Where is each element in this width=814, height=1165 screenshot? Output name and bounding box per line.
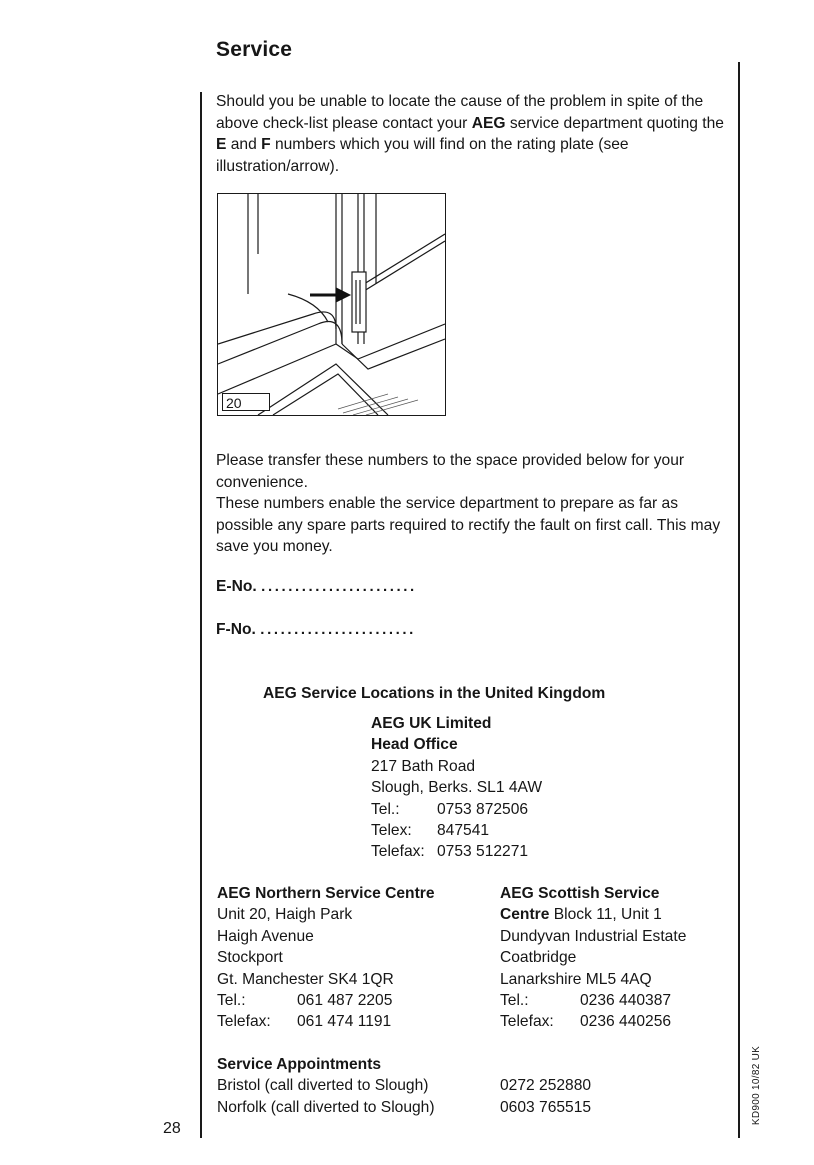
intro-text: Should you be unable to locate the cause of the problem in spite of the above check-list please contact your [216, 93, 704, 132]
northern-line-4: Gt. Manchester SK4 1QR [217, 970, 394, 988]
f-number-field[interactable] [216, 621, 416, 639]
telex-label: Telex: [371, 822, 412, 840]
intro-text: and [226, 136, 262, 154]
northern-tel: 061 487 2205 [297, 992, 393, 1010]
scottish-tel: 0236 440387 [580, 992, 672, 1010]
appointments-title: Service Appointments [217, 1056, 382, 1073]
left-margin-rule [200, 92, 202, 1138]
norfolk-tel: 0603 765515 [500, 1098, 592, 1116]
right-margin-rule [738, 62, 740, 1138]
scottish-centre-name-2: Centre [500, 906, 550, 924]
northern-centre-address [217, 883, 435, 1033]
scottish-line-4: Lanarkshire ML5 4AQ [500, 970, 652, 988]
transfer-paragraph [216, 450, 728, 558]
head-office-street: 217 Bath Road [371, 757, 476, 775]
northern-line-1: Unit 20, Haigh Park [217, 906, 353, 924]
fax-label: Telefax: [371, 843, 425, 861]
brand-name: AEG [471, 114, 506, 132]
tel-label: Tel.: [371, 800, 400, 818]
northern-fax: 061 474 1191 [297, 1013, 392, 1031]
head-office-tel: 0753 872506 [437, 800, 529, 818]
document-code-text: KD900 10/82 UK [751, 1045, 763, 1126]
e-number-label: E-No. [216, 578, 257, 595]
intro-paragraph [216, 91, 728, 177]
tel-label: Tel.: [217, 992, 246, 1010]
page-number: 28 [163, 1120, 181, 1137]
intro-text: service department quoting the [505, 114, 724, 132]
rating-plate-arrow-icon [218, 194, 445, 415]
northern-line-3: Stockport [217, 949, 283, 967]
e-number-field[interactable] [216, 578, 417, 596]
fax-label: Telefax: [500, 1013, 554, 1031]
f-letter: F [261, 136, 271, 154]
e-letter: E [216, 136, 227, 154]
e-number-blank: ....................... [261, 578, 417, 595]
head-office-city: Slough, Berks. SL1 4AW [371, 779, 543, 797]
bristol-label: Bristol (call diverted to Slough) [217, 1077, 429, 1095]
northern-line-2: Haigh Avenue [217, 927, 314, 945]
norfolk-label: Norfolk (call diverted to Slough) [217, 1098, 435, 1116]
head-office-address [371, 713, 542, 863]
locations-title: AEG Service Locations in the United Kingdom [263, 685, 606, 702]
service-appointments [217, 1054, 717, 1118]
f-number-blank: ....................... [260, 621, 416, 638]
f-number-label: F-No. [216, 621, 256, 638]
fax-label: Telefax: [217, 1013, 271, 1031]
head-office-subtitle: Head Office [371, 736, 458, 754]
scottish-fax: 0236 440256 [580, 1013, 672, 1031]
head-office-name: AEG UK Limited [371, 715, 492, 732]
northern-centre-name: AEG Northern Service Centre [217, 885, 435, 902]
head-office-telex: 847541 [437, 822, 490, 840]
scottish-line-3: Coatbridge [500, 949, 577, 967]
scottish-line-1: Block 11, Unit 1 [549, 906, 662, 924]
transfer-text-2: These numbers enable the service department to prepare as far as possible any spare parts required to rectify the fault on first call. This may save you money. [216, 495, 721, 556]
page-title: Service [216, 38, 293, 61]
scottish-centre-address [500, 883, 686, 1033]
head-office-fax: 0753 512271 [437, 843, 529, 861]
document-code [751, 1042, 770, 1134]
bristol-tel: 0272 252880 [500, 1077, 592, 1095]
transfer-text-1: Please transfer these numbers to the space provided below for your convenience. [216, 452, 685, 491]
scottish-centre-name: AEG Scottish Service [500, 885, 660, 902]
figure-number: 20 [222, 393, 270, 411]
rating-plate-figure [217, 193, 446, 416]
scottish-line-2: Dundyvan Industrial Estate [500, 927, 687, 945]
tel-label: Tel.: [500, 992, 529, 1010]
intro-text: numbers which you will find on the rating plate (see illustration/arrow). [216, 136, 629, 175]
